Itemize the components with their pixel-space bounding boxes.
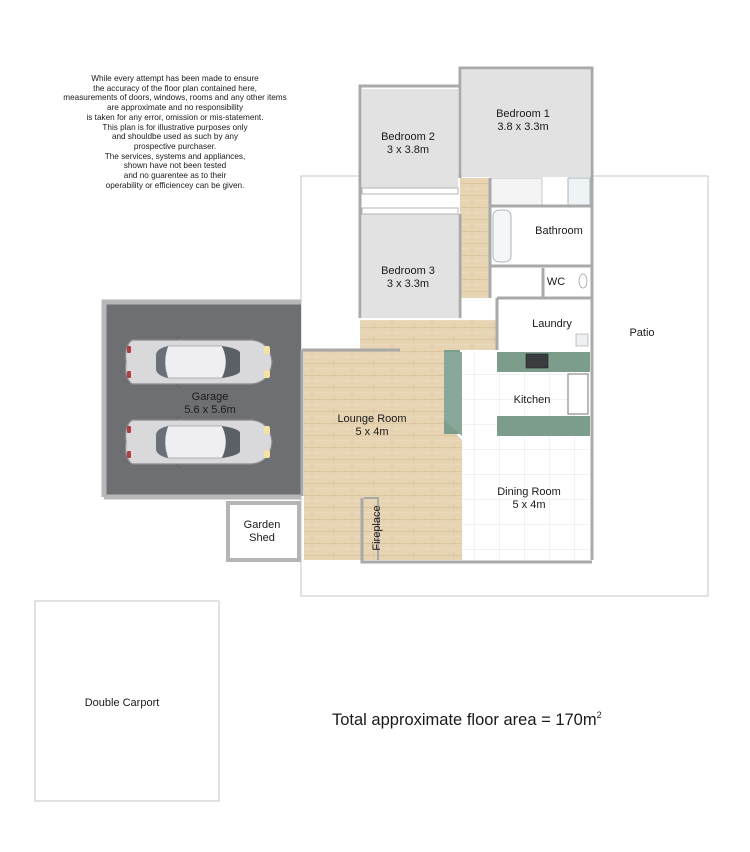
disclaimer-line: is taken for any error, omission or mis-statement. [86,112,264,122]
disclaimer-line: This plan is for illustrative purposes only [102,122,248,132]
laundry-tub [576,334,588,346]
bedroom3-name: Bedroom 3 [381,265,435,277]
disclaimer-line: shown have not been tested [123,161,227,171]
disclaimer-line: measurements of doors, windows, rooms and any other items [63,93,287,103]
bedroom3-size: 3 x 3.3m [386,278,430,290]
carport-name: Double Carport [84,697,160,709]
disclaimer-line: and no guarentee as to their [123,171,227,181]
disclaimer-line: While every attempt has been made to ensure [91,74,259,83]
disclaimer-line: the accuracy of the floor plan contained here, [93,83,257,93]
garage-name: Garage [191,391,229,403]
disclaimer-line: prospective purchaser. [133,141,217,151]
lounge-floor [304,350,462,560]
kitchen-island [497,416,590,436]
dining-size: 5 x 4m [512,499,546,511]
kitchen-name: Kitchen [513,394,551,406]
fridge [568,374,588,414]
disclaimer-text [50,74,300,190]
patio-name: Patio [629,327,655,339]
total-floor-area-superscript: 2 [596,710,602,720]
dining-name: Dining Room [497,486,561,498]
cooktop-icon [526,354,548,368]
bedroom1-size: 3.8 x 3.3m [497,121,549,133]
lounge-size: 5 x 4m [355,426,389,438]
dining-floor [462,436,590,560]
disclaimer-line: are approximate and no responsibility [106,103,244,113]
robe-shelf [362,208,458,214]
total-floor-area [332,710,602,730]
car-icon [126,336,272,388]
total-floor-area-text: Total approximate floor area = 170m [332,711,597,729]
robe-bedroom1 [490,178,542,206]
lounge-name: Lounge Room [337,413,407,425]
fireplace-name: Fireplace [371,505,383,551]
car-icon [126,416,272,468]
bathroom-name: Bathroom [535,225,583,237]
disclaimer-line: operability or efficiencey can be given. [105,180,245,190]
shed-name-line2: Shed [249,532,275,544]
hallway-floor [460,178,490,298]
shed-name-line1: Garden [243,519,281,531]
hallway-lower-floor [360,320,497,350]
disclaimer-line: The services, systems and appliances, [104,151,246,161]
laundry-name: Laundry [532,318,572,330]
shower [568,178,590,206]
bathtub [493,210,511,262]
bedroom2-name: Bedroom 2 [381,131,435,143]
toilet-icon [579,274,587,288]
disclaimer-line: and shouldbe used as such by any [111,132,239,142]
garage-size: 5.6 x 5.6m [184,404,236,416]
bedroom1-name: Bedroom 1 [496,108,550,120]
wc-name: WC [546,276,566,288]
bedroom2-size: 3 x 3.8m [386,144,430,156]
robe-shelf [362,188,458,194]
